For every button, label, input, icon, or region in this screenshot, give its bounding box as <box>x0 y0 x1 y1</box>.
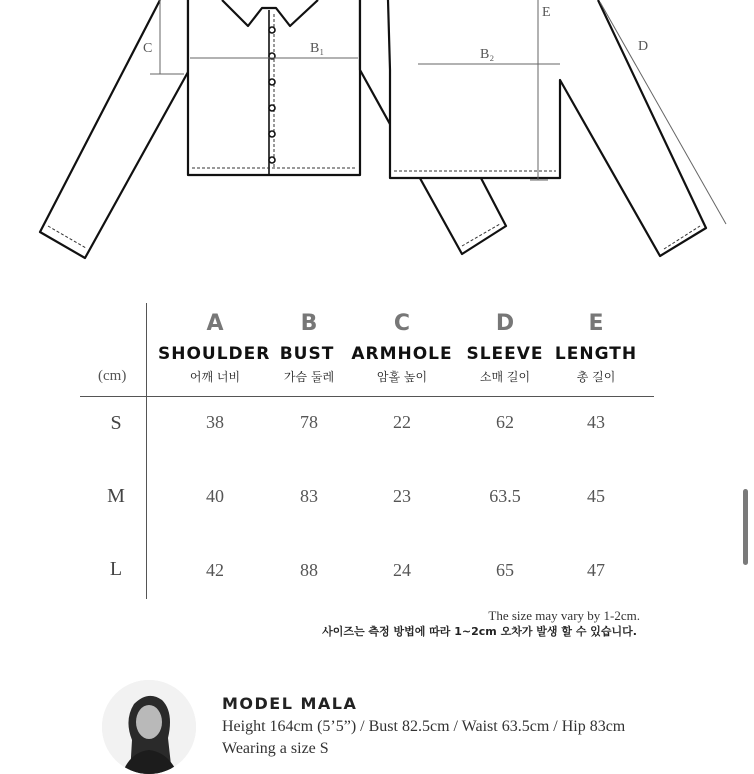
table-cell: 63.5 <box>489 486 521 506</box>
table-cell: 23 <box>393 486 411 506</box>
label-b2: B₂ <box>480 47 495 62</box>
garment-diagram <box>0 0 754 270</box>
column-korean: 암홀 높이 <box>376 370 428 384</box>
label-c: C <box>143 41 153 56</box>
size-note-korean: 사이즈는 측정 방법에 따라 1~2cm 오차가 발생 할 수 있습니다. <box>322 625 637 638</box>
table-horizontal-divider <box>80 396 654 397</box>
column-korean: 소매 길이 <box>479 370 531 384</box>
table-cell: 38 <box>206 412 224 432</box>
model-wearing-size: Wearing a size S <box>222 740 329 757</box>
column-korean: 총 길이 <box>576 370 616 384</box>
table-cell: 47 <box>587 560 605 580</box>
column-letter: C <box>393 311 411 336</box>
table-cell: 65 <box>496 560 514 580</box>
model-title: MODEL MALA <box>222 694 358 713</box>
table-cell: 43 <box>587 412 605 432</box>
table-cell: 83 <box>300 486 318 506</box>
column-letter: D <box>495 311 515 336</box>
label-d: D <box>638 39 649 54</box>
column-letter: E <box>588 311 604 336</box>
table-cell: 42 <box>206 560 224 580</box>
table-vertical-divider <box>146 303 147 599</box>
table-cell: 40 <box>206 486 224 506</box>
unit-label: (cm) <box>98 368 127 384</box>
model-photo <box>102 680 196 774</box>
table-cell: 45 <box>587 486 605 506</box>
column-name: SHOULDER <box>158 344 271 364</box>
size-label: L <box>109 558 123 580</box>
label-b1: B₁ <box>310 41 325 56</box>
column-letter: A <box>206 311 224 336</box>
back-left-sleeve <box>388 0 706 256</box>
label-e: E <box>542 5 551 20</box>
table-cell: 62 <box>496 412 514 432</box>
column-name: SLEEVE <box>466 344 544 364</box>
table-cell: 78 <box>300 412 318 432</box>
scrollbar-thumb[interactable] <box>743 489 748 565</box>
size-label: S <box>110 412 122 434</box>
size-label: M <box>107 485 125 507</box>
table-cell: 22 <box>393 412 411 432</box>
column-name: BUST <box>279 344 335 364</box>
table-cell: 24 <box>393 560 411 580</box>
size-note-english: The size may vary by 1-2cm. <box>488 608 640 623</box>
column-korean: 어깨 너비 <box>189 370 241 384</box>
column-name: ARMHOLE <box>351 344 453 364</box>
model-measurements: Height 164cm (5’5”) / Bust 82.5cm / Waist 63.5cm / Hip 83cm <box>222 718 626 735</box>
column-name: LENGTH <box>554 344 638 364</box>
table-cell: 88 <box>300 560 318 580</box>
column-letter: B <box>300 311 318 336</box>
front-left-sleeve <box>40 0 188 258</box>
column-korean: 가슴 둘레 <box>283 370 335 384</box>
